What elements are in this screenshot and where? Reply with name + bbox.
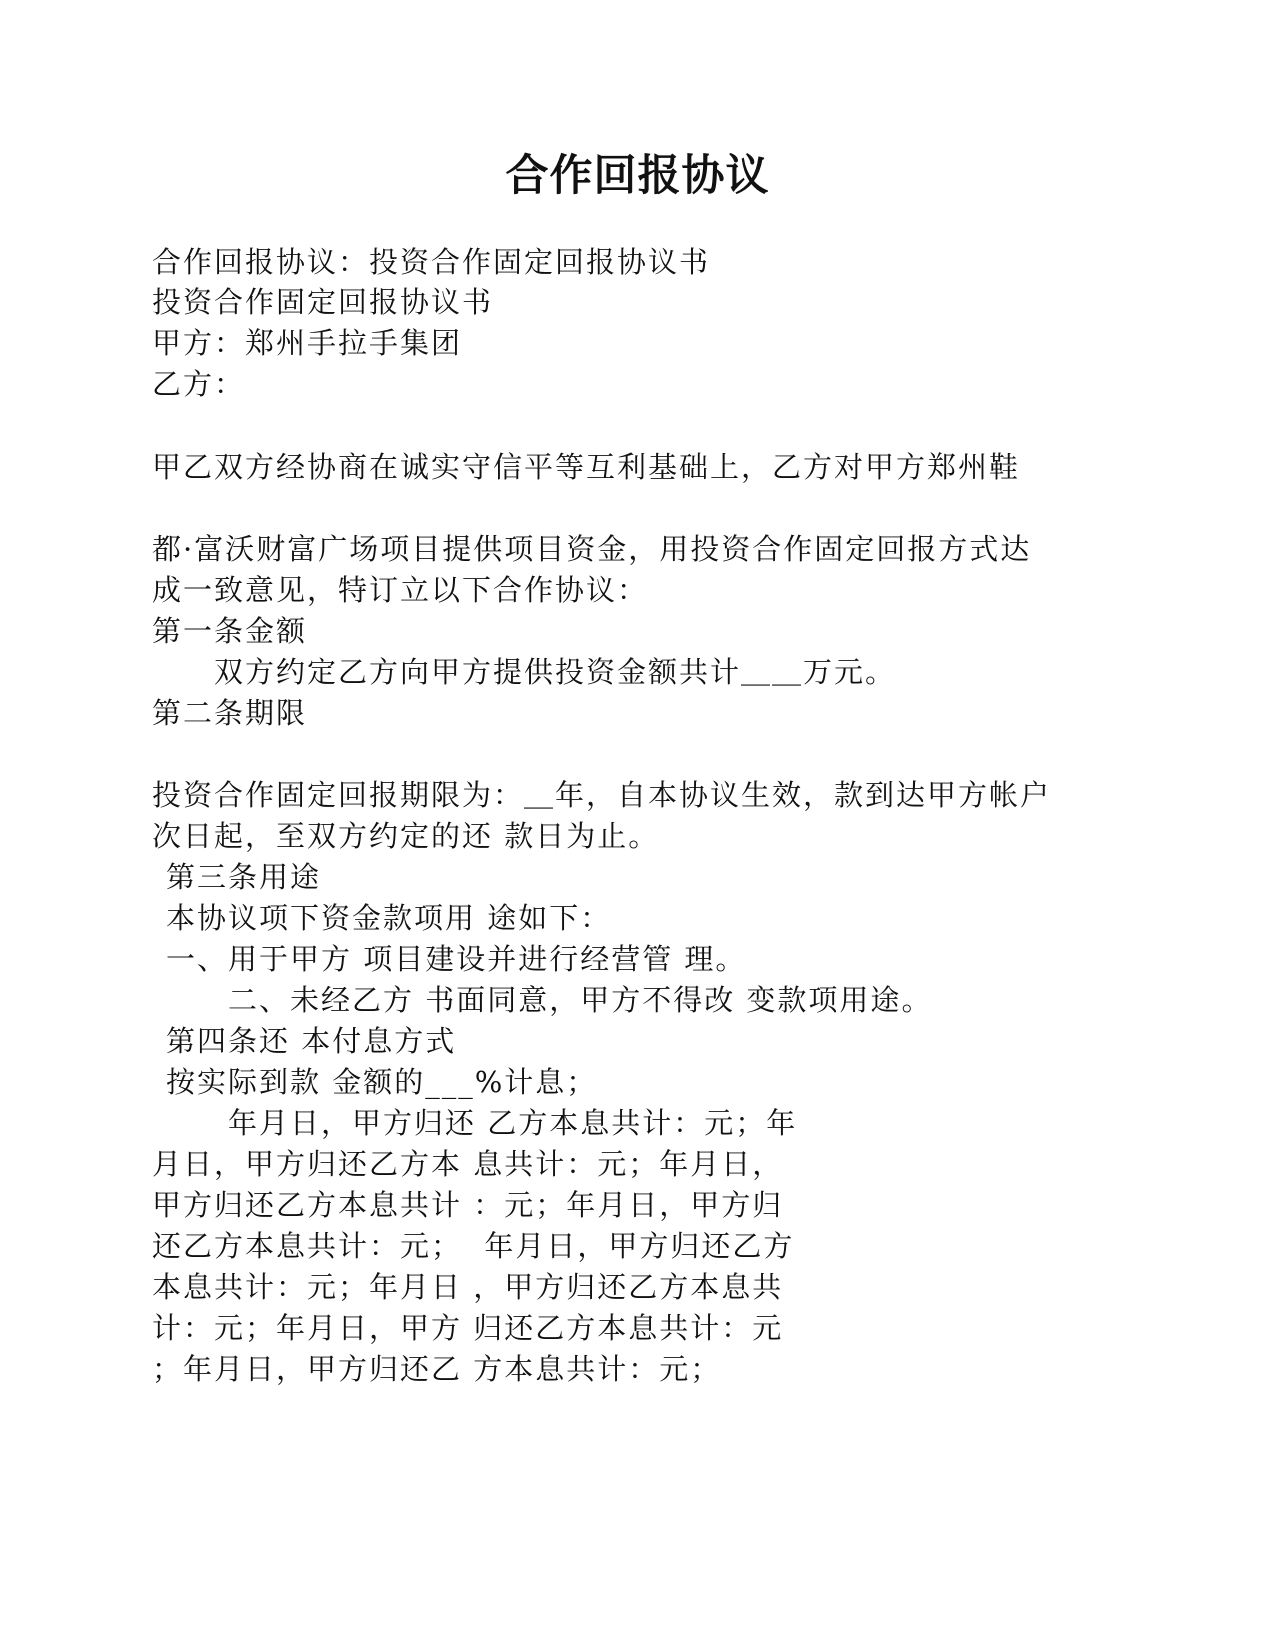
- text-line-repayment-7: ；年月日，甲方归还乙 方本息共计：元；: [152, 1352, 722, 1386]
- text-line-article-4-rate: 按实际到款 金额的___%计息；: [166, 1065, 598, 1099]
- text-line-repayment-6: 计：元；年月日，甲方 归还乙方本息共计：元: [152, 1311, 784, 1345]
- text-line-repayment-1: 年月日，甲方归还 乙方本息共计：元；年: [228, 1106, 798, 1140]
- text-line-article-1-heading: 第一条金额: [152, 614, 308, 648]
- text-line-article-3-item-2: 二、未经乙方 书面同意，甲方不得改 变款项用途。: [228, 983, 933, 1017]
- document-title: 合作回报协议: [505, 151, 770, 201]
- text-line-agreement-name: 投资合作固定回报协议书: [152, 285, 494, 319]
- text-line-article-2-body-2: 次日起，至双方约定的还 款日为止。: [152, 819, 660, 853]
- text-line-preamble-3: 成一致意见，特订立以下合作协议：: [152, 573, 649, 607]
- text-line-repayment-3: 甲方归还乙方本息共计 ：元；年月日，甲方归: [152, 1188, 784, 1222]
- text-line-preamble-1: 甲乙双方经协商在诚实守信平等互利基础上，乙方对甲方郑州鞋: [152, 450, 1021, 484]
- text-line-article-1-body: 双方约定乙方向甲方提供投资金额共计＿＿万元。: [214, 655, 897, 689]
- text-line-party-a: 甲方：郑州手拉手集团: [152, 326, 463, 360]
- text-line-party-b: 乙方：: [152, 367, 246, 401]
- text-line-preamble-2: 都·富沃财富广场项目提供项目资金，用投资合作固定回报方式达: [152, 532, 1032, 566]
- text-line-article-3-item-1: 一、用于甲方 项目建设并进行经营管 理。: [166, 942, 747, 976]
- text-line-article-2-heading: 第二条期限: [152, 696, 308, 730]
- text-line-article-3-heading: 第三条用途: [166, 860, 322, 894]
- text-line-repayment-5: 本息共计：元；年月日 ，甲方归还乙方本息共: [152, 1270, 784, 1304]
- text-line-repayment-4: 还乙方本息共计：元； 年月日，甲方归还乙方: [152, 1229, 795, 1263]
- text-line-article-2-body-1: 投资合作固定回报期限为：＿年，自本协议生效，款到达甲方帐户: [152, 778, 1052, 812]
- text-line-article-4-heading: 第四条还 本付息方式: [166, 1024, 457, 1058]
- text-line-article-3-body: 本协议项下资金款项用 途如下：: [166, 901, 612, 935]
- text-line-subtitle: 合作回报协议：投资合作固定回报协议书: [152, 245, 711, 279]
- text-line-repayment-2: 月日，甲方归还乙方本 息共计：元；年月日，: [152, 1147, 784, 1181]
